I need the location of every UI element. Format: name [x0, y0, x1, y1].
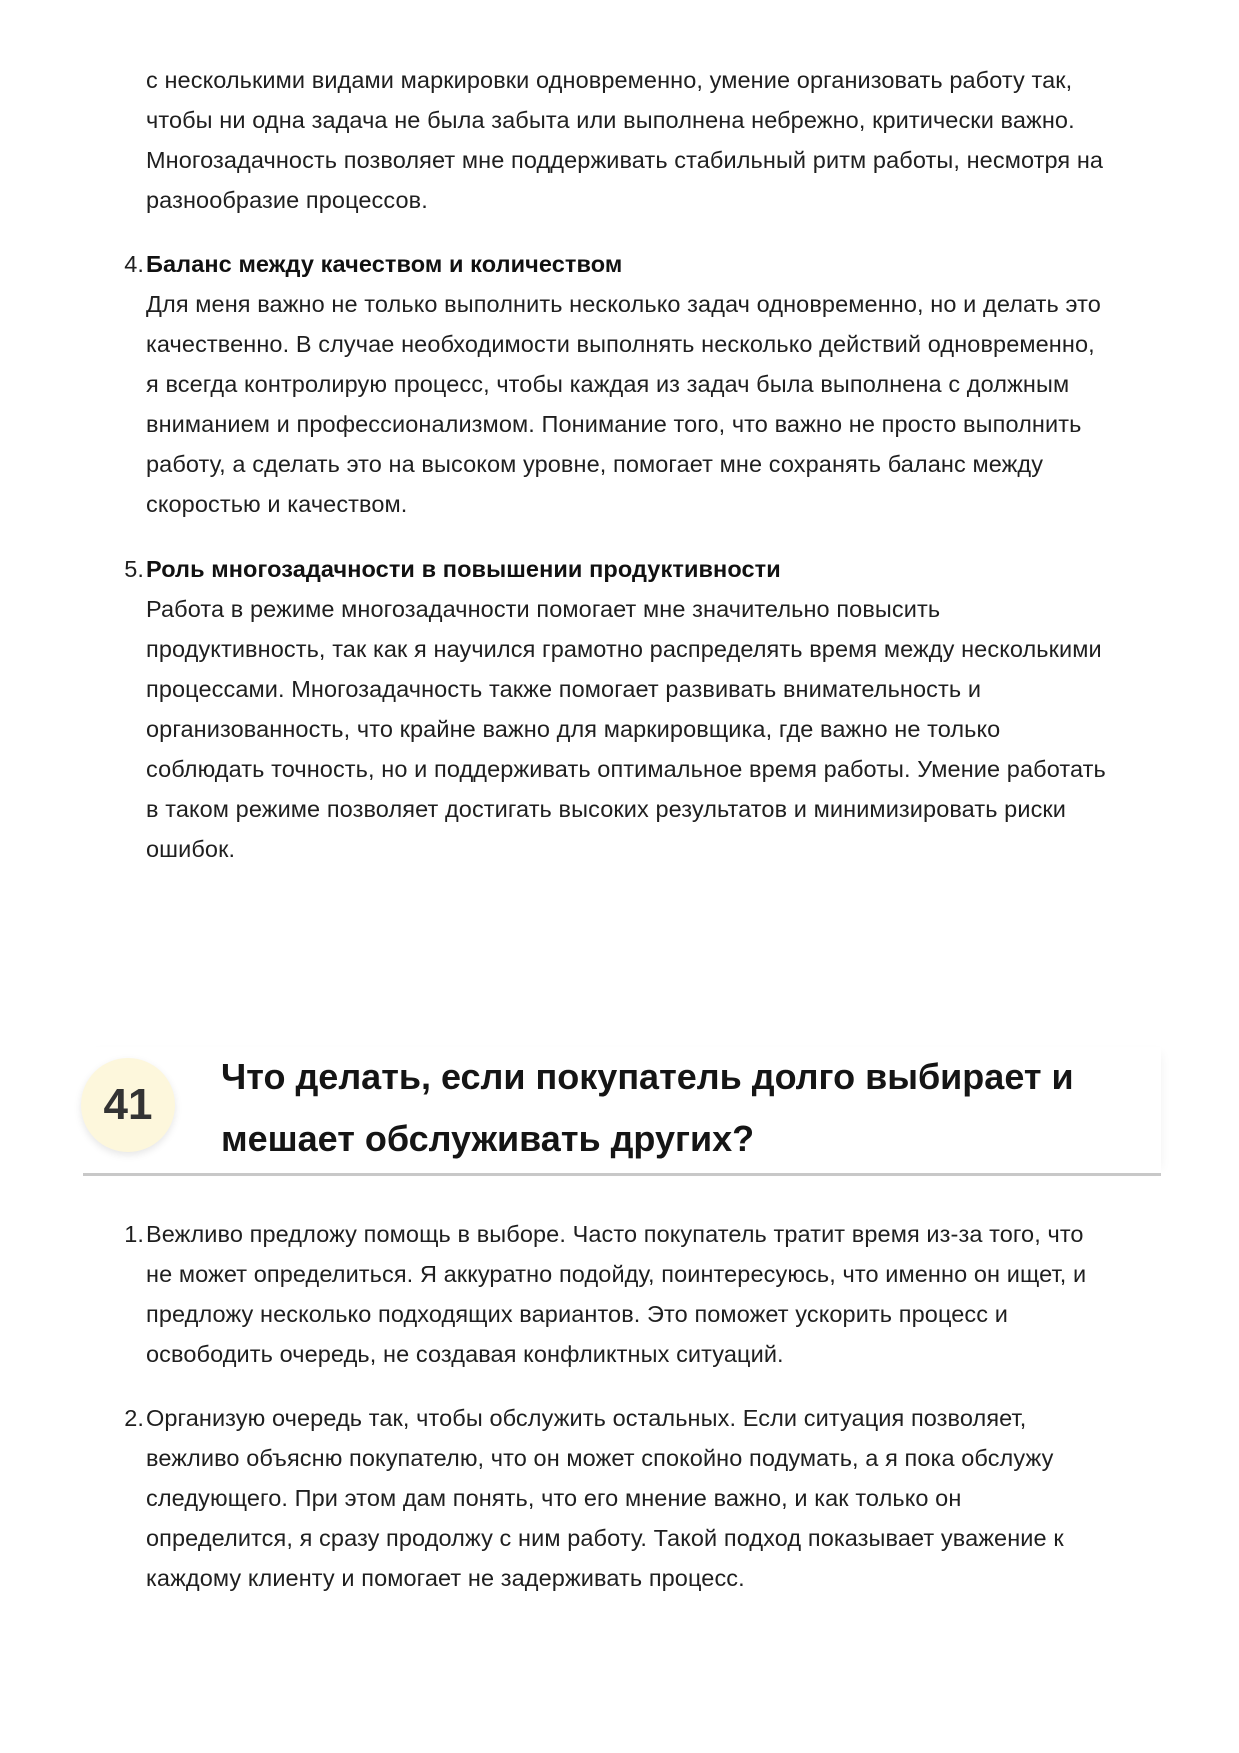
text-line: разнообразие процессов. [146, 187, 428, 213]
text-line: вежливо объясню покупателю, что он может спокойно подумать, а я пока обслужу [146, 1445, 1054, 1471]
text-line: в таком режиме позволяет достигать высоких результатов и минимизировать риски [146, 796, 1067, 822]
text-line: Для меня важно не только выполнить несколько задач одновременно, но и делать это [146, 291, 1101, 317]
list-item [124, 244, 1156, 524]
text-line: с несколькими видами маркировки одновременно, умение организовать работу так, [146, 67, 1073, 93]
text-line: предложу несколько подходящих вариантов. Это поможет ускорить процесс и [146, 1301, 1008, 1327]
text-line: Работа в режиме многозадачности помогает мне значительно повысить [146, 596, 941, 622]
text-line: соблюдать точность, но и поддерживать оптимальное время работы. Умение работать [146, 756, 1106, 782]
text-line: качественно. В случае необходимости выполнять несколько действий одновременно, [146, 331, 1095, 357]
list-number: 4. [124, 251, 144, 277]
text-line: работу, а сделать это на высоком уровне, помогает мне сохранять баланс между [146, 451, 1044, 477]
question-number-badge: 41 [81, 1058, 175, 1152]
list-item [124, 1398, 1156, 1598]
list-item [124, 1214, 1156, 1374]
continuation-paragraph [146, 60, 1156, 220]
text-line: Организую очередь так, чтобы обслужить остальных. Если ситуация позволяет, [146, 1405, 1027, 1431]
list-item-title: Роль многозадачности в повышении продуктивности [146, 556, 781, 582]
text-line: освободить очередь, не создавая конфликтных ситуаций. [146, 1341, 784, 1367]
header-divider [83, 1173, 1161, 1176]
text-line: определится, я сразу продолжу с ним работу. Такой подход показывает уважение к [146, 1525, 1064, 1551]
text-line: каждому клиенту и помогает не задерживать процесс. [146, 1565, 745, 1591]
text-line: процессами. Многозадачность также помогает развивать внимательность и [146, 676, 982, 702]
text-line: чтобы ни одна задача не была забыта или выполнена небрежно, критически важно. [146, 107, 1075, 133]
list-number: 1. [124, 1221, 144, 1247]
text-line: продуктивность, так как я научился грамотно распределять время между несколькими [146, 636, 1102, 662]
text-line: Вежливо предложу помощь в выборе. Часто покупатель тратит время из-за того, что [146, 1221, 1084, 1247]
list-item [124, 549, 1156, 869]
text-line: скоростью и качеством. [146, 491, 408, 517]
list-number: 5. [124, 556, 144, 582]
question-title-line: Что делать, если покупатель долго выбирает и [221, 1056, 1074, 1097]
text-line: Многозадачность позволяет мне поддерживать стабильный ритм работы, несмотря на [146, 147, 1104, 173]
text-line: ошибок. [146, 836, 236, 862]
text-line: вниманием и профессионализмом. Понимание того, что важно не просто выполнить [146, 411, 1082, 437]
question-title [221, 1046, 1141, 1170]
question-title-line: мешает обслуживать других? [221, 1118, 755, 1159]
text-line: не может определиться. Я аккуратно подойду, поинтересуюсь, что именно он ищет, и [146, 1261, 1087, 1287]
list-number: 2. [124, 1405, 144, 1431]
text-line: организованность, что крайне важно для маркировщика, где важно не только [146, 716, 1001, 742]
list-item-title: Баланс между качеством и количеством [146, 251, 623, 277]
text-line: следующего. При этом дам понять, что его мнение важно, и как только он [146, 1485, 962, 1511]
text-line: я всегда контролирую процесс, чтобы каждая из задач была выполнена с должным [146, 371, 1070, 397]
